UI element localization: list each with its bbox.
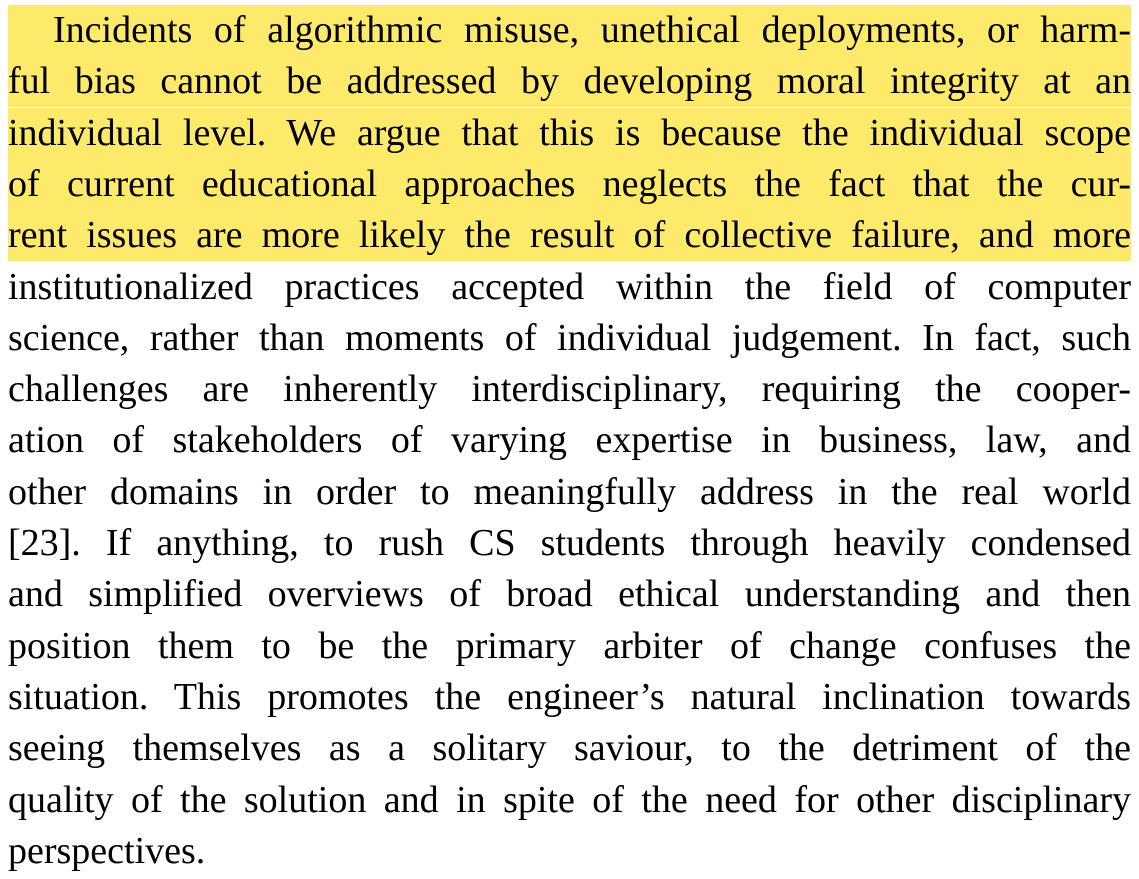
text-line: other domains in order to meaningfully address in the real world — [8, 470, 1131, 513]
text-line: seeing themselves as a solitary saviour, to the detriment of the — [8, 727, 1131, 770]
highlighted-text-line: Incidents of algorithmic misuse, unethical deployments, or harm- — [8, 5, 1131, 56]
text-line: quality of the solution and in spite of the need for other disciplinary — [8, 778, 1131, 821]
text-line: challenges are inherently interdisciplinary, requiring the cooper- — [8, 368, 1131, 411]
highlighted-text-line: ful bias cannot be addressed by developing moral integrity at an — [8, 56, 1131, 107]
text-line: position them to be the primary arbiter of change confuses the — [8, 624, 1131, 667]
text-line: situation. This promotes the engineer’s natural inclination towards — [8, 675, 1131, 718]
highlighted-text-line: rent issues are more likely the result of collective failure, and more — [8, 210, 1131, 261]
text-line: science, rather than moments of individual judgement. In fact, such — [8, 316, 1131, 359]
text-line: institutionalized practices accepted within the field of computer — [8, 265, 1131, 308]
text-line: [23]. If anything, to rush CS students through heavily condensed — [8, 522, 1131, 564]
text-line: ation of stakeholders of varying expertise in business, law, and — [8, 419, 1131, 462]
highlighted-text-line: of current educational approaches neglects the fact that the cur- — [8, 159, 1131, 210]
text-line: and simplified overviews of broad ethical understanding and then — [8, 573, 1131, 616]
text-line: perspectives. — [8, 829, 206, 872]
highlighted-text-line: individual level. We argue that this is because the individual scope — [8, 108, 1131, 159]
